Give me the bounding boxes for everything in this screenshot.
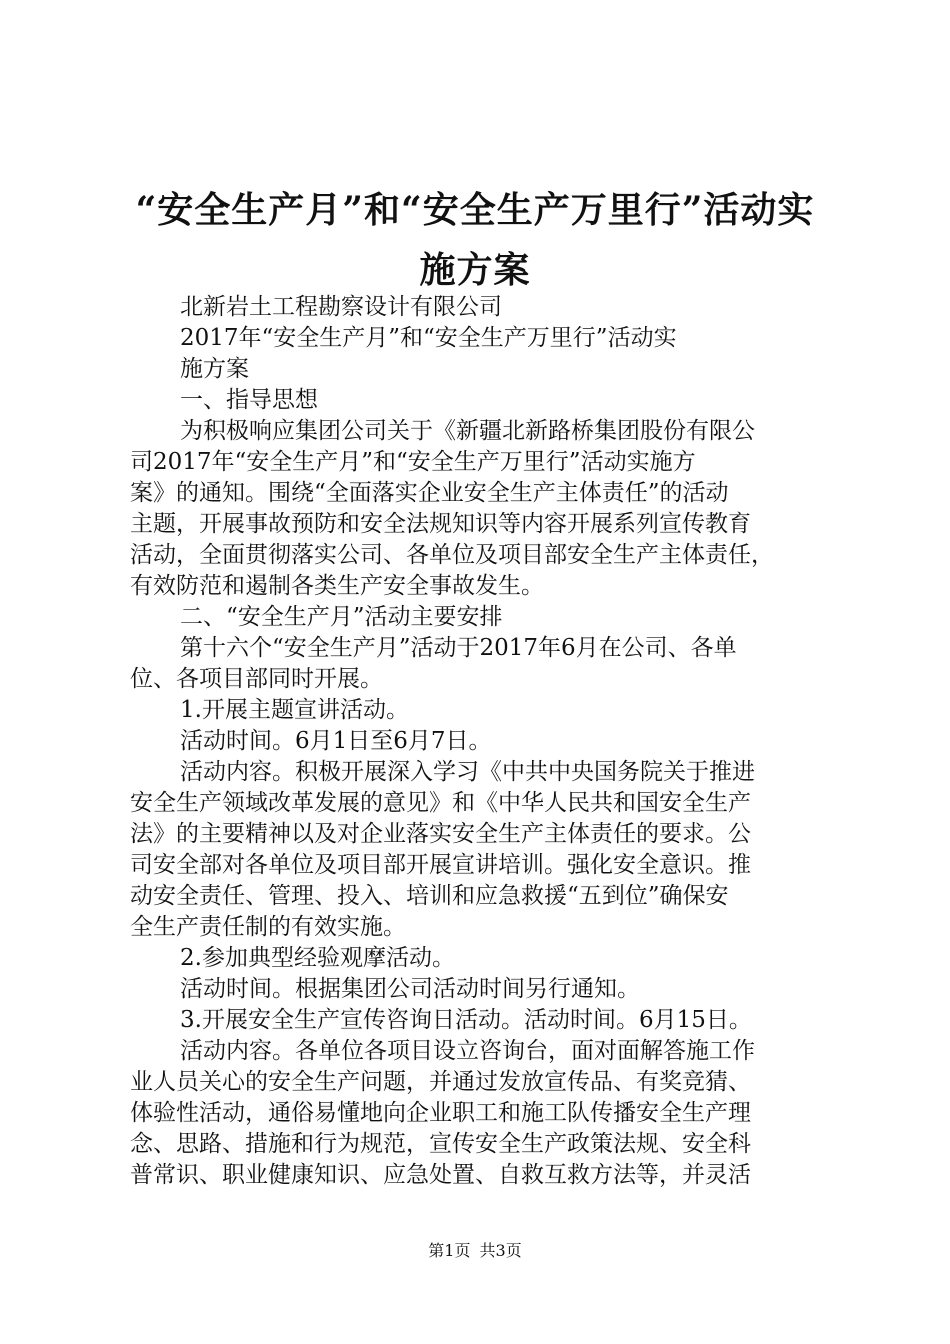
- body-line: 3.开展安全生产宣传咨询日活动。活动时间。6月15日。: [180, 1007, 752, 1033]
- body-line: 一、指导思想: [180, 387, 318, 413]
- title-line-1: “安全生产月”和“安全生产万里行”活动实: [135, 189, 815, 231]
- body-line: 体验性活动，通俗易懂地向企业职工和施工队传播安全生产理: [130, 1100, 751, 1126]
- body-line: 活动内容。各单位各项目设立咨询台，面对面解答施工作: [180, 1038, 755, 1064]
- body-line: 活动时间。根据集团公司活动时间另行通知。: [180, 976, 640, 1002]
- body-line: 司安全部对各单位及项目部开展宣讲培训。强化安全意识。推: [130, 852, 751, 878]
- body-line: 念、思路、措施和行为规范，宣传安全生产政策法规、安全科: [130, 1131, 751, 1157]
- body-line: 位、各项目部同时开展。: [130, 666, 383, 692]
- page-total: 共3页: [479, 1241, 522, 1260]
- document-title: [110, 180, 840, 300]
- body-line: 1.开展主题宣讲活动。: [180, 697, 409, 723]
- body-line: 活动内容。积极开展深入学习《中共中央国务院关于推进: [180, 759, 755, 785]
- body-line: 全生产责任制的有效实施。: [130, 914, 406, 940]
- body-line: 施方案: [180, 356, 249, 382]
- document-body: [130, 292, 830, 1191]
- body-line: 有效防范和遏制各类生产安全事故发生。: [130, 573, 544, 599]
- title-line-2: 施方案: [419, 249, 531, 291]
- body-line: 案》的通知。围绕“全面落实企业安全生产主体责任”的活动: [130, 480, 729, 506]
- body-line: 第十六个“安全生产月”活动于2017年6月在公司、各单: [180, 635, 737, 661]
- page-footer: [0, 1238, 950, 1261]
- body-line: 活动，全面贯彻落实公司、各单位及项目部安全生产主体责任，: [130, 542, 774, 568]
- body-line: 为积极响应集团公司关于《新疆北新路桥集团股份有限公: [180, 418, 755, 444]
- body-line: 活动时间。6月1日至6月7日。: [180, 728, 492, 754]
- body-line: 北新岩土工程勘察设计有限公司: [180, 294, 502, 320]
- body-line: 普常识、职业健康知识、应急处置、自救互救方法等，并灵活: [130, 1162, 751, 1188]
- body-line: 司2017年“安全生产月”和“安全生产万里行”活动实施方: [130, 449, 696, 475]
- body-line: 安全生产领域改革发展的意见》和《中华人民共和国安全生产: [130, 790, 751, 816]
- body-line: 二、“安全生产月”活动主要安排: [180, 604, 503, 630]
- body-line: 2.参加典型经验观摩活动。: [180, 945, 455, 971]
- body-line: 2017年“安全生产月”和“安全生产万里行”活动实: [180, 325, 677, 351]
- body-line: 法》的主要精神以及对企业落实安全生产主体责任的要求。公: [130, 821, 751, 847]
- body-line: 业人员关心的安全生产问题，并通过发放宣传品、有奖竞猜、: [130, 1069, 751, 1095]
- page-number: 第1页: [428, 1241, 471, 1260]
- body-line: 主题，开展事故预防和安全法规知识等内容开展系列宣传教育: [130, 511, 751, 537]
- body-line: 动安全责任、管理、投入、培训和应急救援“五到位”确保安: [130, 883, 729, 909]
